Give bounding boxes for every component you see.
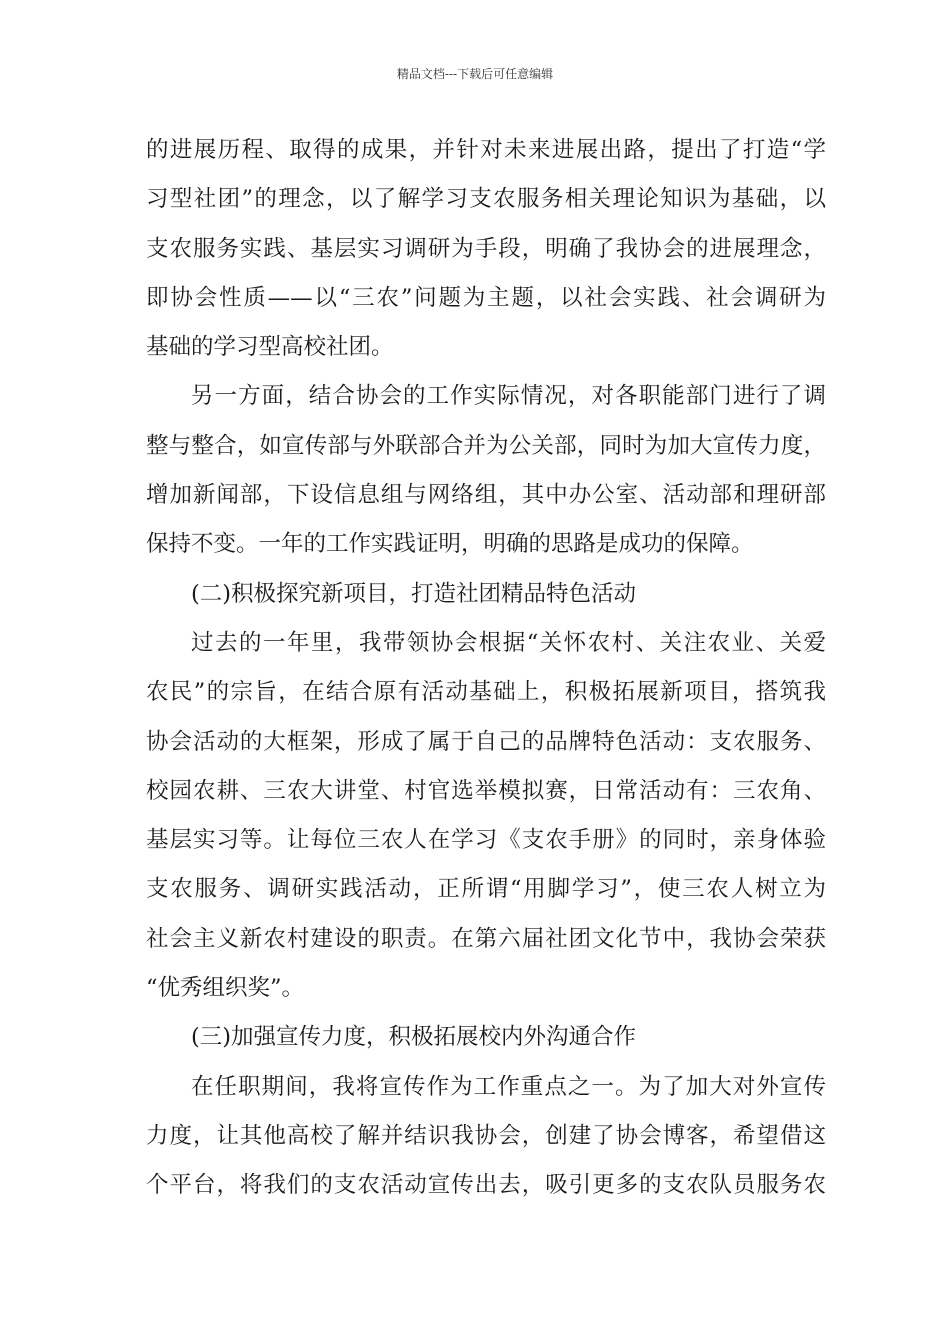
text-line: 在任职期间，我将宣传作为工作重点之一。为了加大对外宣传 bbox=[191, 1073, 826, 1100]
text-line: “优秀组织奖”。 bbox=[146, 975, 305, 1002]
paragraph-projects bbox=[146, 619, 826, 1013]
text-line: 力度，让其他高校了解并结识我协会，创建了协会博客，希望借这 bbox=[146, 1122, 826, 1149]
text-line: 整与整合，如宣传部与外联部合并为公关部，同时为加大宣传力度， bbox=[146, 432, 826, 459]
paragraph-intro-continued bbox=[146, 126, 826, 372]
page-header: 精品文档---下载后可任意编辑 bbox=[396, 67, 554, 81]
text-line: 协会活动的大框架，形成了属于自己的品牌特色活动：支农服务、 bbox=[146, 728, 826, 755]
text-line: 个平台，将我们的支农活动宣传出去，吸引更多的支农队员服务农 bbox=[146, 1172, 826, 1199]
text-line: 支农服务实践、基层实习调研为手段，明确了我协会的进展理念， bbox=[146, 235, 826, 262]
heading-line: (三)加强宣传力度，积极拓展校内外沟通合作 bbox=[191, 1024, 637, 1051]
section-heading-3 bbox=[146, 1013, 826, 1062]
paragraph-publicity bbox=[146, 1063, 826, 1211]
text-line: 基础的学习型高校社团。 bbox=[146, 334, 394, 361]
text-line: 保持不变。一年的工作实践证明，明确的思路是成功的保障。 bbox=[146, 531, 754, 558]
text-line: 即协会性质——以“三农”问题为主题，以社会实践、社会调研为 bbox=[146, 284, 826, 311]
heading-line: (二)积极探究新项目，打造社团精品特色活动 bbox=[191, 580, 637, 607]
text-line: 习型社团”的理念，以了解学习支农服务相关理论知识为基础，以 bbox=[146, 186, 826, 213]
text-line: 增加新闻部，下设信息组与网络组，其中办公室、活动部和理研部 bbox=[146, 482, 826, 509]
text-line: 校园农耕、三农大讲堂、村官选举模拟赛，日常活动有：三农角、 bbox=[146, 777, 826, 804]
text-line: 社会主义新农村建设的职责。在第六届社团文化节中，我协会荣获 bbox=[146, 925, 826, 952]
paragraph-department-restructure bbox=[146, 372, 826, 569]
document-body bbox=[146, 126, 826, 1211]
text-line: 农民”的宗旨，在结合原有活动基础上，积极拓展新项目，搭筑我 bbox=[146, 679, 826, 706]
text-line: 另一方面，结合协会的工作实际情况，对各职能部门进行了调 bbox=[191, 383, 826, 410]
section-heading-2 bbox=[146, 570, 826, 619]
text-line: 的进展历程、取得的成果，并针对未来进展出路，提出了打造“学 bbox=[146, 137, 826, 163]
text-line: 支农服务、调研实践活动，正所谓“用脚学习”，使三农人树立为 bbox=[146, 876, 826, 903]
text-line: 过去的一年里，我带领协会根据“关怀农村、关注农业、关爱 bbox=[191, 629, 826, 656]
text-line: 基层实习等。让每位三农人在学习《支农手册》的同时，亲身体验 bbox=[146, 827, 826, 854]
